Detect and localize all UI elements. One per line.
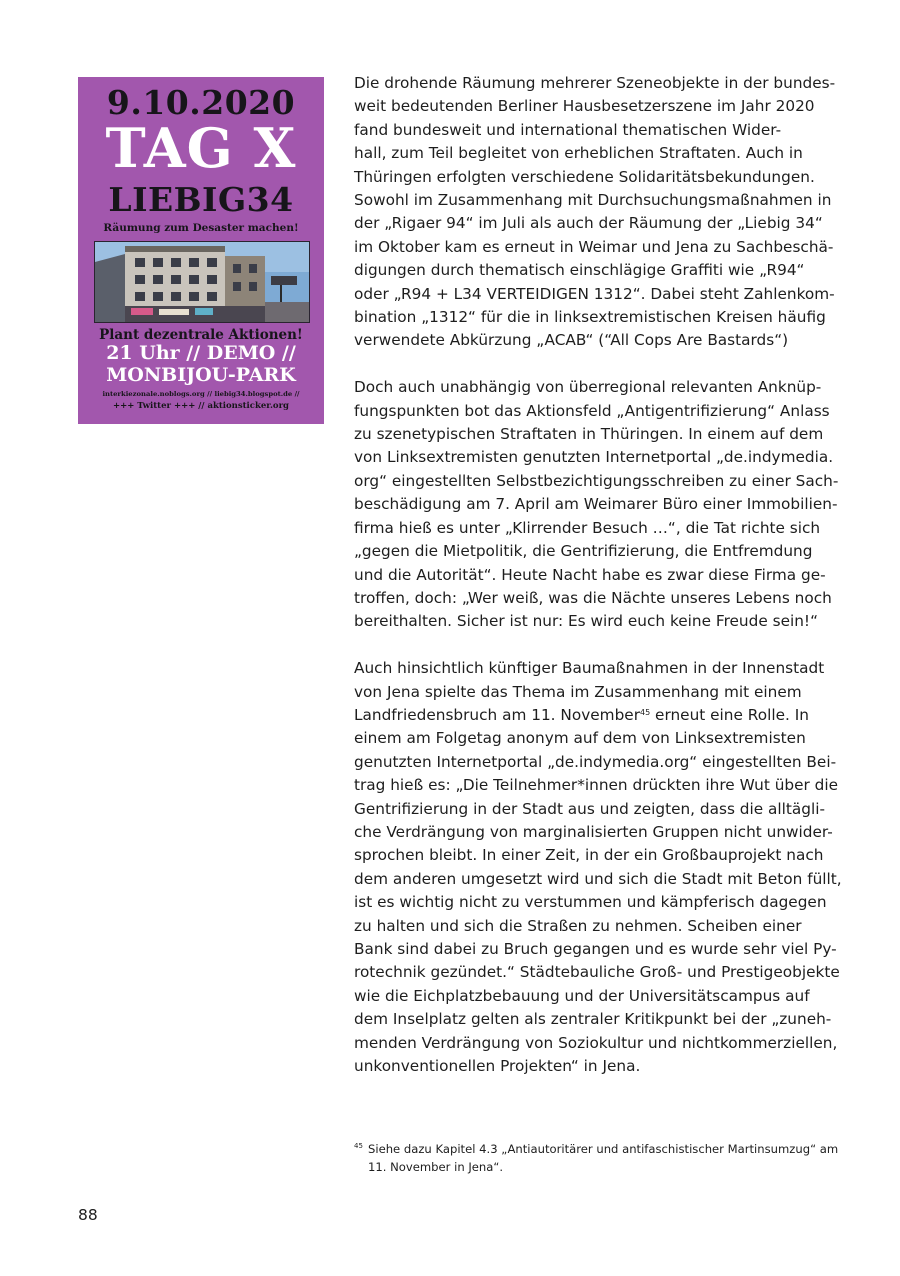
paragraph-jena — [354, 657, 842, 1078]
text-line: zu halten und sich die Straßen zu nehmen. Scheiben einer — [354, 916, 802, 935]
text-line: Bank sind dabei zu Bruch gegangen und es wurde sehr viel Py- — [354, 940, 837, 958]
text-line-with-footnote — [354, 704, 834, 727]
text-line: „gegen die Mietpolitik, die Gentrifizierung, die Entfremdung — [354, 542, 813, 561]
poster-twitter: +++ Twitter +++ // aktionsticker.org — [112, 401, 290, 411]
poster-demo-time: 21 Uhr // DEMO // — [106, 342, 296, 364]
poster-title: TAG X — [105, 116, 297, 180]
text-line: fand bundesweit und international thematischen Wider- — [354, 120, 782, 139]
text-line: sprochen bleibt. In einer Zeit, in der ein Großbauprojekt nach — [354, 846, 824, 865]
text-line: von Jena spielte das Thema im Zusammenhang mit einem — [354, 682, 802, 701]
text-line: Thüringen erfolgten verschiedene Solidaritätsbekundungen. — [354, 167, 815, 186]
text-line: oder „R94 + L34 VERTEIDIGEN 1312“. Dabei steht Zahlenkom- — [354, 284, 835, 303]
text-line: ist es wichtig nicht zu verstummen und kämpferisch dagegen — [354, 893, 827, 912]
text-line: Auch hinsichtlich künftiger Baumaßnahmen in der Innenstadt — [354, 659, 825, 678]
footnote-line: Siehe dazu Kapitel 4.3 „Antiautoritärer und antifaschistischer Martinsumzug“ am — [368, 1142, 839, 1156]
poster-building-photo — [94, 241, 310, 323]
text-line: Sowohl im Zusammenhang mit Durchsuchungsmaßnahmen in — [354, 191, 832, 210]
text-line: unkonventionellen Projekten“ in Jena. — [354, 1057, 641, 1076]
text-line: und die Autorität“. Heute Nacht habe es zwar diese Firma ge- — [354, 565, 826, 584]
text-line: Die drohende Räumung mehrerer Szeneobjekte in der bundes- — [354, 74, 836, 92]
paragraph-antigentrifizierung — [354, 376, 839, 633]
text-line: Doch auch unabhängig von überregional relevanten Anknüp- — [354, 378, 822, 397]
text-line: genutzten Internetportal „de.indymedia.org“ eingestellten Bei- — [354, 752, 837, 771]
text-segment: Landfriedensbruch am 11. November — [354, 705, 640, 724]
text-line: fungspunkten bot das Aktionsfeld „Antigentrifizierung“ Anlass — [354, 401, 830, 420]
footnote-line: 11. November in Jena“. — [368, 1160, 504, 1174]
footnote — [354, 1140, 839, 1176]
text-line: beschädigung am 7. April am Weimarer Büro einer Immobilien- — [354, 495, 838, 514]
text-line: bereithalten. Sicher ist nur: Es wird euch keine Freude sein!“ — [354, 612, 818, 631]
text-line: verwendete Abkürzung „ACAB“ (“All Cops Are Bastards“) — [354, 331, 789, 350]
paragraph-solidarity — [354, 72, 834, 353]
text-line: einem am Folgetag anonym auf dem von Linksextremisten — [354, 729, 806, 748]
text-line: von Linksextremisten genutzten Internetportal „de.indymedia. — [354, 448, 834, 467]
poster-call-to-action: Plant dezentrale Aktionen! — [99, 327, 303, 343]
text-line: che Verdrängung von marginalisierten Gruppen nicht unwider- — [354, 822, 833, 841]
footnote-text — [368, 1140, 839, 1176]
building-illustration — [95, 242, 309, 322]
text-line: weit bedeutenden Berliner Hausbesetzerszene im Jahr 2020 — [354, 97, 815, 116]
text-line: zu szenetypischen Straftaten in Thüringen. In einem auf dem — [354, 425, 824, 444]
text-line: org“ eingestellten Selbstbezichtigungsschreiben zu einer Sach- — [354, 471, 839, 490]
text-line: digungen durch thematisch einschlägige Graffiti wie „R94“ — [354, 261, 805, 280]
text-line: menden Verdrängung von Soziokultur und nichtkommerziellen, — [354, 1033, 838, 1052]
text-line: der „Rigaer 94“ im Juli als auch der Räumung der „Liebig 34“ — [354, 214, 823, 233]
poster-tagline: Räumung zum Desaster machen! — [103, 222, 299, 234]
text-line: im Oktober kam es erneut in Weimar und Jena zu Sachbeschä- — [354, 237, 834, 256]
text-line: troffen, doch: „Wer weiß, was die Nächte unseres Lebens noch — [354, 588, 832, 607]
text-line: hall, zum Teil begleitet von erheblichen Straftaten. Auch in — [354, 144, 803, 163]
poster-location: MONBIJOU-PARK — [106, 364, 296, 386]
page-number: 88 — [78, 1206, 98, 1224]
text-segment: erneut eine Rolle. In — [650, 705, 809, 724]
text-line: bination „1312“ für die in linksextremistischen Kreisen häufig — [354, 308, 826, 327]
poster-date: 9.10.2020 — [106, 83, 296, 122]
text-line: firma hieß es unter „Klirrender Besuch …“, die Tat richte sich — [354, 518, 821, 537]
footnote-reference[interactable]: 45 — [640, 707, 651, 717]
text-line: wie die Eichplatzbebauung und der Universitätscampus auf — [354, 986, 810, 1005]
tag-x-poster-image — [78, 77, 324, 424]
text-line: trag hieß es: „Die Teilnehmer*innen drückten ihre Wut über die — [354, 776, 839, 795]
footnote-number: 45 — [354, 1142, 363, 1150]
poster-links: interkiezonale.noblogs.org // liebig34.blogspot.de // — [102, 390, 300, 398]
text-line: rotechnik gezündet.“ Städtebauliche Groß- und Prestigeobjekte — [354, 963, 840, 982]
text-line: dem Inselplatz gelten als zentraler Kritikpunkt bei der „zuneh- — [354, 1010, 832, 1029]
text-line: dem anderen umgesetzt wird und sich die Stadt mit Beton füllt, — [354, 869, 842, 888]
body-text — [354, 72, 842, 1102]
text-line: Gentrifizierung in der Stadt aus und zeigten, dass die alltägli- — [354, 799, 825, 818]
poster-subtitle: LIEBIG34 — [108, 180, 294, 219]
